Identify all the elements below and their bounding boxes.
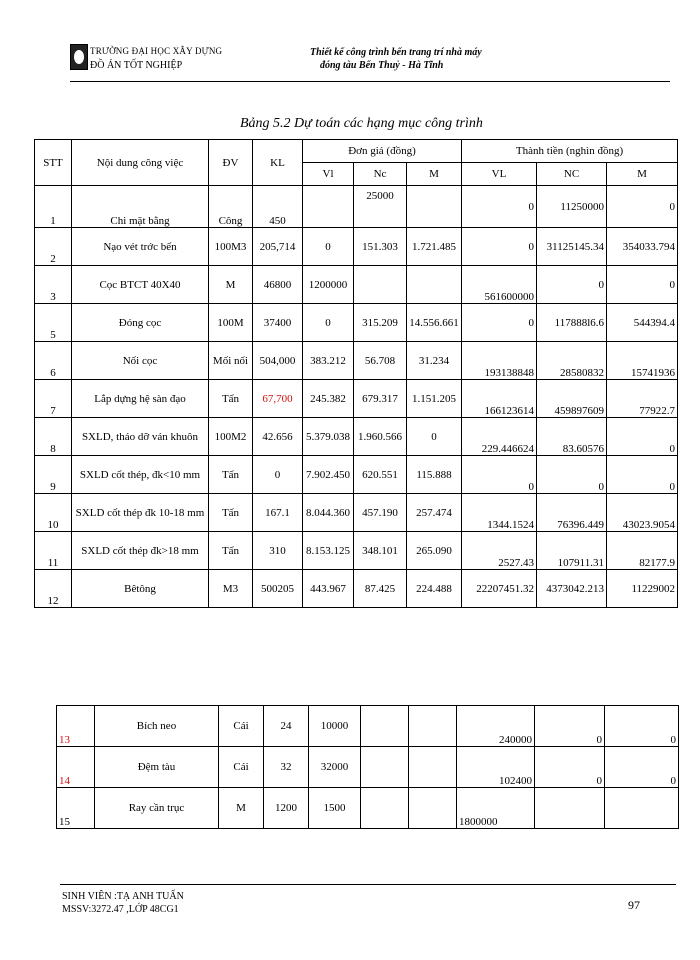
row-unit: 100M	[209, 304, 253, 342]
row-nc: 315.209	[354, 304, 407, 342]
row-vl: 8.044.360	[303, 494, 354, 532]
row-name: SXLD cốt thép đk 10-18 mm	[72, 494, 209, 532]
row-total-nc: 0	[535, 706, 605, 747]
row-m: 224.488	[407, 570, 462, 608]
row-qty: 310	[253, 532, 303, 570]
row-stt: 12	[35, 570, 72, 608]
row-total-nc: 459897609	[537, 380, 607, 418]
header-tt-vl: VL	[462, 163, 537, 186]
row-total-nc	[535, 788, 605, 829]
table-row	[35, 532, 678, 570]
project-title-line1: Thiết kế công trình bến trang trí nhà máy	[310, 47, 482, 58]
row-name: Cọc BTCT 40X40	[72, 266, 209, 304]
row-name: Đệm tàu	[95, 747, 219, 788]
row-nc: 1.960.566	[354, 418, 407, 456]
row-vl: 7.902.450	[303, 456, 354, 494]
school-name: TRƯỜNG ĐẠI HỌC XÂY DỰNG	[90, 46, 223, 56]
row-total-nc: 11250000	[537, 186, 607, 228]
row-unit: Tấn	[209, 456, 253, 494]
row-name: Lắp dựng hệ sàn đạo	[72, 380, 209, 418]
row-stt: 2	[35, 228, 72, 266]
row-nc: 457.190	[354, 494, 407, 532]
row-total-m: 544394.4	[607, 304, 678, 342]
row-name: Nạo vét trớc bến	[72, 228, 209, 266]
header-thanh-tien: Thành tiền (nghìn đồng)	[462, 140, 678, 163]
row-m: 31.234	[407, 342, 462, 380]
row-total-vl: 2527.43	[462, 532, 537, 570]
row-qty: 0	[253, 456, 303, 494]
row-qty: 504,000	[253, 342, 303, 380]
row-total-nc: 117888l6.6	[537, 304, 607, 342]
row-qty: 1200	[264, 788, 309, 829]
row-m: 0	[407, 418, 462, 456]
row-m	[407, 266, 462, 304]
row-total-vl: 102400	[457, 747, 535, 788]
row-total-nc: 76396.449	[537, 494, 607, 532]
row-nc: 620.551	[354, 456, 407, 494]
row-stt: 13	[57, 706, 95, 747]
row-qty-highlight: 67,700	[253, 380, 303, 418]
row-nc	[361, 747, 409, 788]
table-row	[57, 706, 679, 747]
student-name: SINH VIÊN :TẠ ANH TUẤN	[62, 891, 184, 902]
row-total-vl: 0	[462, 304, 537, 342]
row-vl: 1200000	[303, 266, 354, 304]
row-total-m: 0	[605, 747, 679, 788]
school-logo-icon	[70, 44, 88, 70]
header-vl: Vl	[303, 163, 354, 186]
header-tt-nc: NC	[537, 163, 607, 186]
cost-estimate-table	[34, 139, 678, 608]
row-nc	[354, 266, 407, 304]
row-vl: 245.382	[303, 380, 354, 418]
row-total-m	[605, 788, 679, 829]
row-total-nc: 0	[535, 747, 605, 788]
row-unit: Mối nối	[209, 342, 253, 380]
row-total-vl: 166123614	[462, 380, 537, 418]
row-total-vl: 229.446624	[462, 418, 537, 456]
row-unit: 100M3	[209, 228, 253, 266]
row-vl: 5.379.038	[303, 418, 354, 456]
row-stt: 7	[35, 380, 72, 418]
table-row	[57, 747, 679, 788]
row-total-vl: 240000	[457, 706, 535, 747]
row-vl: 383.212	[303, 342, 354, 380]
row-unit: Công	[209, 186, 253, 228]
row-qty: 450	[253, 186, 303, 228]
row-total-vl: 561600000	[462, 266, 537, 304]
row-nc: 151.303	[354, 228, 407, 266]
row-qty: 167.1	[253, 494, 303, 532]
row-stt: 9	[35, 456, 72, 494]
row-total-m: 43023.9054	[607, 494, 678, 532]
row-vl: 10000	[309, 706, 361, 747]
row-total-vl: 0	[462, 456, 537, 494]
table-row	[35, 228, 678, 266]
row-total-m: 82177.9	[607, 532, 678, 570]
row-total-m: 0	[607, 456, 678, 494]
table-row	[35, 418, 678, 456]
header-divider	[70, 81, 670, 82]
page-number: 97	[628, 898, 640, 912]
table-row	[35, 266, 678, 304]
row-nc: 25000	[354, 186, 407, 228]
row-name: Chi mặt bằng	[72, 186, 209, 228]
header-noi-dung: Nội dung công việc	[72, 140, 209, 186]
row-m: 1.721.485	[407, 228, 462, 266]
row-m: 1.151.205	[407, 380, 462, 418]
row-qty: 205,714	[253, 228, 303, 266]
row-unit: M3	[209, 570, 253, 608]
row-m: 265.090	[407, 532, 462, 570]
student-info	[62, 890, 184, 916]
table-row	[35, 186, 678, 228]
row-vl: 0	[303, 228, 354, 266]
project-title-line2: đóng tàu Bến Thuỷ - Hà Tĩnh	[320, 60, 444, 71]
row-unit: Tấn	[209, 494, 253, 532]
row-nc: 679.317	[354, 380, 407, 418]
row-total-nc: 4373042.213	[537, 570, 607, 608]
header-m: M	[407, 163, 462, 186]
row-stt: 5	[35, 304, 72, 342]
header-don-gia: Đơn giá (đồng)	[303, 140, 462, 163]
row-m	[409, 788, 457, 829]
header-kl: KL	[253, 140, 303, 186]
row-stt: 10	[35, 494, 72, 532]
thesis-label: ĐỒ ÁN TỐT NGHIỆP	[90, 60, 183, 71]
footer-divider	[60, 884, 676, 885]
row-unit: 100M2	[209, 418, 253, 456]
row-total-m: 77922.7	[607, 380, 678, 418]
row-stt: 15	[57, 788, 95, 829]
row-stt: 8	[35, 418, 72, 456]
row-total-vl: 0	[462, 186, 537, 228]
row-unit: Cái	[219, 747, 264, 788]
row-name: Nối cọc	[72, 342, 209, 380]
row-vl: 443.967	[303, 570, 354, 608]
row-total-nc: 31125145.34	[537, 228, 607, 266]
row-unit: Cái	[219, 706, 264, 747]
row-qty: 46800	[253, 266, 303, 304]
row-nc	[361, 706, 409, 747]
row-vl: 8.153.125	[303, 532, 354, 570]
row-vl: 0	[303, 304, 354, 342]
table-caption: Bảng 5.2 Dự toán các hạng mục công trình	[240, 116, 483, 131]
row-name: Bích neo	[95, 706, 219, 747]
row-vl: 1500	[309, 788, 361, 829]
row-stt: 3	[35, 266, 72, 304]
header-stt: STT	[35, 140, 72, 186]
header-nc: Nc	[354, 163, 407, 186]
row-m: 14.556.661	[407, 304, 462, 342]
row-m	[409, 706, 457, 747]
header-dv: ĐV	[209, 140, 253, 186]
row-nc: 348.101	[354, 532, 407, 570]
row-nc	[361, 788, 409, 829]
row-stt: 14	[57, 747, 95, 788]
row-total-m: 11229002	[607, 570, 678, 608]
row-name: Đóng cọc	[72, 304, 209, 342]
row-m: 115.888	[407, 456, 462, 494]
row-m	[407, 186, 462, 228]
row-nc: 56.708	[354, 342, 407, 380]
row-qty: 37400	[253, 304, 303, 342]
row-total-m: 0	[607, 266, 678, 304]
row-stt: 11	[35, 532, 72, 570]
row-name: Ray cần trục	[95, 788, 219, 829]
row-qty: 500205	[253, 570, 303, 608]
row-name: Bêtông	[72, 570, 209, 608]
table-row	[57, 788, 679, 829]
row-name: SXLD, tháo dỡ ván khuôn	[72, 418, 209, 456]
student-id: MSSV:3272.47 ,LỚP 48CG1	[62, 904, 179, 915]
row-total-vl: 22207451.32	[462, 570, 537, 608]
row-total-vl: 193138848	[462, 342, 537, 380]
row-name: SXLD cốt thép, đk<10 mm	[72, 456, 209, 494]
row-qty: 32	[264, 747, 309, 788]
row-total-m: 15741936	[607, 342, 678, 380]
row-total-nc: 0	[537, 456, 607, 494]
row-unit: Tấn	[209, 380, 253, 418]
row-total-vl: 1344.1524	[462, 494, 537, 532]
table-row	[35, 570, 678, 608]
row-total-nc: 28580832	[537, 342, 607, 380]
row-total-m: 0	[607, 186, 678, 228]
row-stt: 6	[35, 342, 72, 380]
row-vl: 32000	[309, 747, 361, 788]
row-nc: 87.425	[354, 570, 407, 608]
row-unit: M	[209, 266, 253, 304]
row-qty: 24	[264, 706, 309, 747]
row-unit: M	[219, 788, 264, 829]
row-vl	[303, 186, 354, 228]
row-name: SXLD cốt thép đk>18 mm	[72, 532, 209, 570]
table-row	[35, 342, 678, 380]
cost-estimate-table-continued	[56, 705, 679, 829]
row-unit: Tấn	[209, 532, 253, 570]
row-total-vl: 0	[462, 228, 537, 266]
row-total-m: 0	[605, 706, 679, 747]
row-total-nc: 0	[537, 266, 607, 304]
table-row	[35, 380, 678, 418]
table-row	[35, 456, 678, 494]
header-tt-m: M	[607, 163, 678, 186]
row-total-nc: 83.60576	[537, 418, 607, 456]
table-row	[35, 494, 678, 532]
row-total-m: 354033.794	[607, 228, 678, 266]
row-total-vl: 1800000	[457, 788, 535, 829]
row-m: 257.474	[407, 494, 462, 532]
row-stt: 1	[35, 186, 72, 228]
row-total-m: 0	[607, 418, 678, 456]
table-row	[35, 304, 678, 342]
row-total-nc: 107911.31	[537, 532, 607, 570]
row-qty: 42.656	[253, 418, 303, 456]
row-m	[409, 747, 457, 788]
